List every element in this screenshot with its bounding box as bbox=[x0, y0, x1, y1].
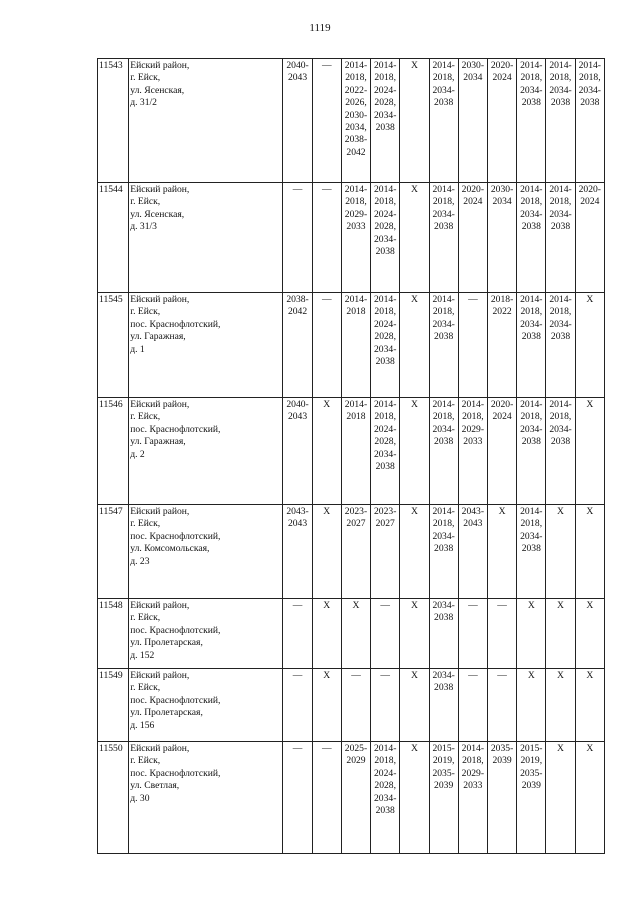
period-cell bbox=[458, 59, 487, 183]
period-value: 2040- 2043 bbox=[286, 60, 309, 84]
period-value: 2014- 2018, 2034- 2038 bbox=[520, 506, 543, 555]
period-value: X bbox=[557, 506, 564, 517]
period-cell bbox=[487, 183, 516, 293]
table-row bbox=[98, 59, 605, 183]
row-number: 11548 bbox=[98, 599, 129, 669]
period-cell bbox=[517, 599, 546, 669]
period-cell bbox=[487, 742, 516, 854]
period-cell bbox=[575, 742, 604, 854]
period-cell bbox=[341, 183, 370, 293]
period-value: 2014- 2018, 2024- 2028, 2034- 2038 bbox=[374, 60, 397, 134]
period-value: X bbox=[586, 743, 594, 754]
period-cell bbox=[546, 599, 575, 669]
period-value: X bbox=[323, 600, 331, 611]
period-cell bbox=[429, 669, 458, 742]
table-row bbox=[98, 742, 605, 854]
period-cell bbox=[400, 599, 429, 669]
period-cell bbox=[283, 669, 312, 742]
period-value: 2015- 2019, 2035- 2039 bbox=[432, 743, 455, 792]
period-value: 2014- 2018, 2034- 2038 bbox=[520, 184, 543, 233]
period-cell bbox=[546, 398, 575, 505]
period-cell bbox=[487, 669, 516, 742]
period-value: X bbox=[586, 670, 594, 681]
period-cell bbox=[371, 669, 400, 742]
period-cell bbox=[341, 599, 370, 669]
period-value: 2014- 2018, 2034- 2038 bbox=[432, 506, 455, 555]
period-cell bbox=[371, 742, 400, 854]
period-cell bbox=[546, 293, 575, 398]
period-value: — bbox=[292, 184, 303, 195]
period-value: 2030- 2034 bbox=[461, 60, 485, 84]
period-value: 2020- 2024 bbox=[578, 184, 601, 208]
period-cell bbox=[575, 505, 604, 599]
period-cell bbox=[575, 183, 604, 293]
address-cell: Ейский район, г. Ейск, ул. Ясенская, д. 31/3 bbox=[129, 183, 283, 293]
period-cell bbox=[575, 398, 604, 505]
period-value: 2014- 2018 bbox=[344, 399, 368, 423]
period-value: — bbox=[468, 294, 478, 305]
row-number: 11544 bbox=[98, 183, 129, 293]
period-value: 2043- 2043 bbox=[286, 506, 309, 530]
period-cell bbox=[487, 59, 516, 183]
period-cell bbox=[546, 505, 575, 599]
period-value: X bbox=[557, 670, 564, 681]
period-cell bbox=[371, 293, 400, 398]
period-value: X bbox=[410, 60, 418, 71]
period-cell bbox=[312, 505, 341, 599]
period-value: X bbox=[527, 600, 535, 611]
period-cell bbox=[458, 599, 487, 669]
period-value: 2014- 2018, 2024- 2028, 2034- 2038 bbox=[374, 294, 397, 368]
table-row bbox=[98, 669, 605, 742]
table-row bbox=[98, 183, 605, 293]
period-value: 2034- 2038 bbox=[432, 670, 455, 694]
period-value: 2014- 2018, 2034- 2038 bbox=[549, 399, 572, 448]
period-cell bbox=[517, 742, 546, 854]
period-cell bbox=[341, 505, 370, 599]
period-value: 2043- 2043 bbox=[461, 506, 485, 530]
address-cell: Ейский район, г. Ейск, пос. Краснофлотский, ул. Светлая, д. 30 bbox=[129, 742, 283, 854]
period-value: 2014- 2018, 2034- 2038 bbox=[432, 60, 455, 109]
row-number: 11543 bbox=[98, 59, 129, 183]
period-value: 2020- 2024 bbox=[490, 60, 514, 84]
period-cell bbox=[283, 293, 312, 398]
period-cell bbox=[546, 669, 575, 742]
row-number: 11545 bbox=[98, 293, 129, 398]
period-cell bbox=[546, 183, 575, 293]
period-cell bbox=[517, 59, 546, 183]
period-value: 2014- 2018, 2034- 2038 bbox=[520, 60, 543, 109]
period-cell bbox=[283, 599, 312, 669]
row-number: 11549 bbox=[98, 669, 129, 742]
period-value: — bbox=[292, 743, 303, 754]
period-value: X bbox=[586, 506, 594, 517]
period-value: 2025- 2029 bbox=[344, 743, 368, 767]
period-value: 2020- 2024 bbox=[490, 399, 514, 423]
period-cell bbox=[341, 669, 370, 742]
period-value: 2030- 2034 bbox=[490, 184, 514, 208]
period-cell bbox=[341, 742, 370, 854]
period-value: — bbox=[321, 60, 332, 71]
period-value: 2014- 2018, 2022- 2026, 2030- 2034, 2038- 2042 bbox=[344, 60, 368, 158]
period-cell bbox=[283, 505, 312, 599]
period-cell bbox=[283, 59, 312, 183]
period-cell bbox=[371, 505, 400, 599]
period-cell bbox=[575, 59, 604, 183]
period-cell bbox=[312, 59, 341, 183]
period-value: 2014- 2018, 2034- 2038 bbox=[549, 294, 572, 343]
period-value: 2014- 2018, 2034- 2038 bbox=[432, 294, 455, 343]
period-value: 2023- 2027 bbox=[344, 506, 368, 530]
period-cell bbox=[517, 505, 546, 599]
period-value: 2014- 2018, 2034- 2038 bbox=[549, 184, 572, 233]
period-cell bbox=[546, 742, 575, 854]
period-value: — bbox=[497, 600, 507, 611]
period-value: 2040- 2043 bbox=[286, 399, 309, 423]
period-value: — bbox=[380, 670, 390, 681]
period-cell bbox=[429, 505, 458, 599]
period-value: 2014- 2018, 2034- 2038 bbox=[432, 399, 455, 448]
period-value: X bbox=[410, 670, 418, 681]
address-cell: Ейский район, г. Ейск, пос. Краснофлотский, ул. Гаражная, д. 2 bbox=[129, 398, 283, 505]
period-value: — bbox=[321, 184, 332, 195]
period-value: X bbox=[410, 184, 418, 195]
period-value: 2014- 2018, 2034- 2038 bbox=[520, 294, 543, 343]
period-cell bbox=[400, 293, 429, 398]
period-cell bbox=[517, 293, 546, 398]
period-value: 2038- 2042 bbox=[286, 294, 309, 318]
period-cell bbox=[429, 59, 458, 183]
period-cell bbox=[487, 398, 516, 505]
period-cell bbox=[400, 742, 429, 854]
period-cell bbox=[283, 398, 312, 505]
period-value: X bbox=[410, 294, 418, 305]
period-value: 2014- 2018, 2034- 2038 bbox=[520, 399, 543, 448]
period-cell bbox=[400, 398, 429, 505]
period-value: — bbox=[497, 670, 507, 681]
period-cell bbox=[575, 599, 604, 669]
table-row bbox=[98, 293, 605, 398]
period-value: X bbox=[557, 600, 564, 611]
period-value: — bbox=[380, 600, 390, 611]
period-cell bbox=[312, 669, 341, 742]
period-cell bbox=[312, 183, 341, 293]
period-value: 2014- 2018, 2029- 2033 bbox=[344, 184, 368, 233]
period-cell bbox=[517, 183, 546, 293]
period-cell bbox=[487, 293, 516, 398]
address-cell: Ейский район, г. Ейск, пос. Краснофлотский, ул. Комсомольская, д. 23 bbox=[129, 505, 283, 599]
period-value: 2018- 2022 bbox=[490, 294, 514, 318]
period-value: 2015- 2019, 2035- 2039 bbox=[520, 743, 543, 792]
period-cell bbox=[517, 669, 546, 742]
row-number: 11546 bbox=[98, 398, 129, 505]
period-cell bbox=[400, 669, 429, 742]
period-value: — bbox=[351, 670, 361, 681]
period-value: 2035- 2039 bbox=[490, 743, 514, 767]
period-cell bbox=[575, 669, 604, 742]
period-value: — bbox=[468, 600, 478, 611]
period-cell bbox=[312, 742, 341, 854]
period-cell bbox=[487, 599, 516, 669]
period-cell bbox=[283, 183, 312, 293]
table-row bbox=[98, 398, 605, 505]
period-cell bbox=[371, 599, 400, 669]
period-cell bbox=[371, 398, 400, 505]
page-number: 1119 bbox=[309, 22, 331, 34]
period-cell bbox=[458, 669, 487, 742]
period-cell bbox=[429, 398, 458, 505]
address-cell: Ейский район, г. Ейск, пос. Краснофлотский, ул. Гаражная, д. 1 bbox=[129, 293, 283, 398]
period-value: 2014- 2018, 2034- 2038 bbox=[549, 60, 572, 109]
table-row bbox=[98, 505, 605, 599]
period-value: X bbox=[323, 670, 331, 681]
period-cell bbox=[429, 599, 458, 669]
period-cell bbox=[517, 398, 546, 505]
table-row bbox=[98, 599, 605, 669]
period-cell bbox=[429, 293, 458, 398]
period-value: X bbox=[557, 743, 564, 754]
period-cell bbox=[546, 59, 575, 183]
period-value: — bbox=[292, 670, 303, 681]
schedule-table bbox=[97, 58, 605, 854]
period-cell bbox=[312, 599, 341, 669]
period-value: 2014- 2018, 2029- 2033 bbox=[461, 743, 485, 792]
period-cell bbox=[312, 293, 341, 398]
period-cell bbox=[458, 505, 487, 599]
period-value: — bbox=[321, 294, 332, 305]
address-cell: Ейский район, г. Ейск, пос. Краснофлотский, ул. Пролетарская, д. 152 bbox=[129, 599, 283, 669]
period-cell bbox=[371, 183, 400, 293]
period-value: X bbox=[323, 399, 331, 410]
address-cell: Ейский район, г. Ейск, ул. Ясенская, д. 31/2 bbox=[129, 59, 283, 183]
period-value: X bbox=[410, 506, 418, 517]
period-value: 2014- 2018 bbox=[344, 294, 368, 318]
period-value: 2023- 2027 bbox=[374, 506, 397, 530]
address-cell: Ейский район, г. Ейск, пос. Краснофлотский, ул. Пролетарская, д. 156 bbox=[129, 669, 283, 742]
period-value: 2014- 2018, 2024- 2028, 2034- 2038 bbox=[374, 743, 397, 817]
period-value: X bbox=[527, 670, 535, 681]
period-cell bbox=[429, 183, 458, 293]
period-value: — bbox=[321, 743, 332, 754]
period-value: X bbox=[352, 600, 360, 611]
period-value: X bbox=[410, 743, 418, 754]
period-value: 2020- 2024 bbox=[461, 184, 485, 208]
period-cell bbox=[341, 398, 370, 505]
period-cell bbox=[341, 293, 370, 398]
period-cell bbox=[312, 398, 341, 505]
period-value: — bbox=[468, 670, 478, 681]
period-cell bbox=[458, 183, 487, 293]
period-cell bbox=[458, 293, 487, 398]
period-cell bbox=[283, 742, 312, 854]
period-value: X bbox=[323, 506, 331, 517]
period-value: — bbox=[292, 600, 303, 611]
period-cell bbox=[487, 505, 516, 599]
period-value: X bbox=[586, 600, 594, 611]
period-value: X bbox=[410, 600, 418, 611]
period-cell bbox=[400, 59, 429, 183]
period-cell bbox=[400, 183, 429, 293]
row-number: 11547 bbox=[98, 505, 129, 599]
period-value: 2014- 2018, 2024- 2028, 2034- 2038 bbox=[374, 399, 397, 473]
period-value: X bbox=[498, 506, 506, 517]
period-cell bbox=[458, 398, 487, 505]
period-value: 2014- 2018, 2034- 2038 bbox=[432, 184, 455, 233]
period-cell bbox=[341, 59, 370, 183]
period-value: 2034- 2038 bbox=[432, 600, 455, 624]
period-cell bbox=[371, 59, 400, 183]
period-value: X bbox=[586, 294, 594, 305]
period-cell bbox=[575, 293, 604, 398]
period-value: 2014- 2018, 2034- 2038 bbox=[578, 60, 601, 109]
period-cell bbox=[458, 742, 487, 854]
period-cell bbox=[400, 505, 429, 599]
period-value: 2014- 2018, 2029- 2033 bbox=[461, 399, 485, 448]
period-value: 2014- 2018, 2024- 2028, 2034- 2038 bbox=[374, 184, 397, 258]
period-cell bbox=[429, 742, 458, 854]
period-value: X bbox=[410, 399, 418, 410]
row-number: 11550 bbox=[98, 742, 129, 854]
period-value: X bbox=[586, 399, 594, 410]
